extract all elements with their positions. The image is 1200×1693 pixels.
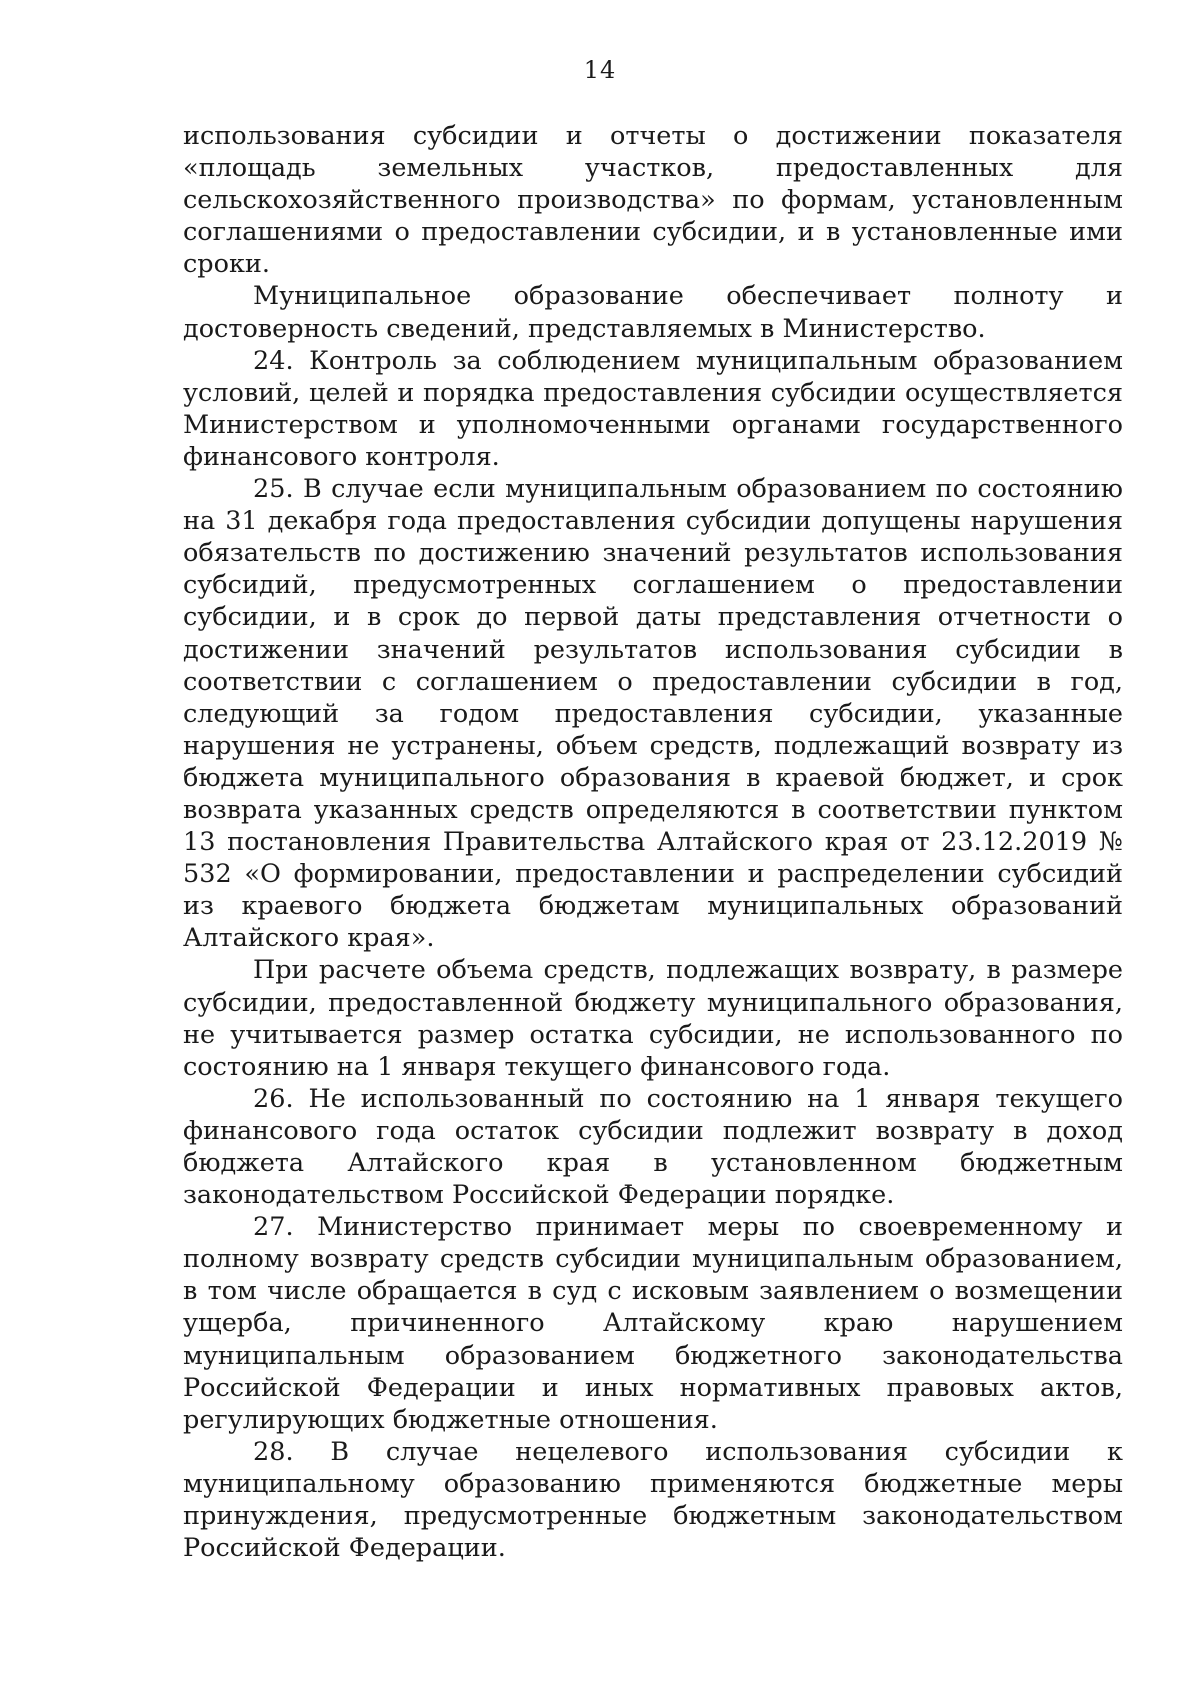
paragraph-continuation: использования субсидии и отчеты о достижении показателя «площадь земельных участков, предоставленных для сельскохозяйственного производства» по формам, установленным соглашениями о предоставлении субсидии, и в установленные ими сроки. bbox=[183, 121, 1123, 280]
paragraph-reporting-accuracy: Муниципальное образование обеспечивает полноту и достоверность сведений, представляемых в Министерство. bbox=[183, 281, 1123, 344]
paragraph-refund-calculation: При расчете объема средств, подлежащих возврату, в размере субсидии, предоставленной бюджету муниципального образования, не учитывается размер остатка субсидии, не использованного по состоянию на 1 января текущего финансового года. bbox=[183, 955, 1123, 1082]
paragraph-27-recovery-measures: 27. Министерство принимает меры по своевременному и полному возврату средств субсидии муниципальным образованием, в том числе обращается в суд с исковым заявлением о возмещении ущерба, причиненного Алтайскому краю нарушением муниципальным образованием бюджетного законодательства Российской Федерации и иных нормативных правовых актов, регулирующих бюджетные отношения. bbox=[183, 1212, 1123, 1435]
paragraph-26-unused-balance: 26. Не использованный по состоянию на 1 января текущего финансового года остаток субсидии подлежит возврату в доход бюджета Алтайского края в установленном бюджетным законодательством Российской Федерации порядке. bbox=[183, 1083, 1123, 1211]
paragraph-25-violations: 25. В случае если муниципальным образованием по состоянию на 31 декабря года предоставления субсидии допущены нарушения обязательств по достижению значений результатов использования субсидий, предусмотренных соглашением о предоставлении субсидии, и в срок до первой даты представления отчетности о достижении значений результатов использования субсидии в соответствии с соглашением о предоставлении субсидии в год, следующий за годом предоставления субсидии, указанные нарушения не устранены, объем средств, подлежащий возврату из бюджета муниципального образования в краевой бюджет, и срок возврата указанных средств определяются в соответствии пунктом 13 постановления Правительства Алтайского края от 23.12.2019 № 532 «О формировании, предоставлении и распределении субсидий из краевого бюджета бюджетам муниципальных образований Алтайского края». bbox=[183, 474, 1123, 954]
page-number: 14 bbox=[583, 56, 617, 84]
document-body bbox=[183, 120, 1123, 1564]
paragraph-28-misuse: 28. В случае нецелевого использования субсидии к муниципальному образованию применяются бюджетные меры принуждения, предусмотренные бюджетным законодательством Российской Федерации. bbox=[183, 1436, 1123, 1564]
paragraph-24-control: 24. Контроль за соблюдением муниципальным образованием условий, целей и порядка предоставления субсидии осуществляется Министерством и уполномоченными органами государственного финансового контроля. bbox=[183, 345, 1123, 472]
